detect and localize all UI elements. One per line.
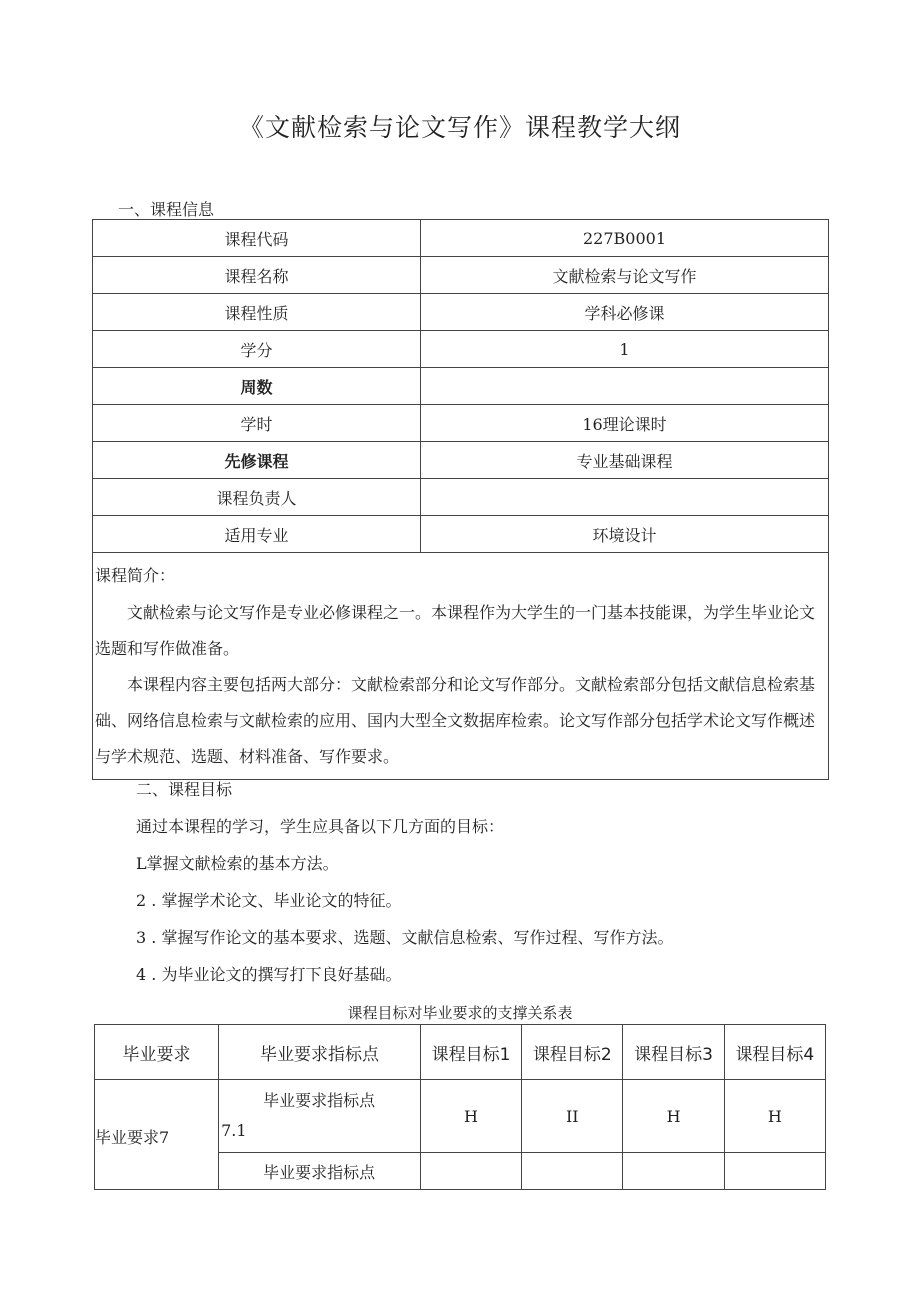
info-value: 文献检索与论文写作 xyxy=(421,257,829,294)
info-value: 16理论课时 xyxy=(421,405,829,442)
info-label: 课程负责人 xyxy=(93,479,421,516)
info-row-nature xyxy=(93,294,829,331)
info-row-credits xyxy=(93,331,829,368)
goal-cell xyxy=(623,1153,724,1190)
info-label: 先修课程 xyxy=(93,442,421,479)
intro-heading: 课程简介： xyxy=(95,566,176,585)
support-header-row xyxy=(95,1025,826,1080)
info-row-hours xyxy=(93,405,829,442)
goals-lead: 通过本课程的学习，学生应具备以下几方面的目标： xyxy=(136,817,505,836)
course-goals xyxy=(136,778,673,1000)
info-label: 适用专业 xyxy=(93,516,421,553)
info-value xyxy=(421,479,829,516)
info-label: 学分 xyxy=(93,331,421,368)
goal-cell xyxy=(724,1153,825,1190)
goal-item: L掌握文献检索的基本方法。 xyxy=(136,854,339,873)
table-caption: 课程目标对毕业要求的支撑关系表 xyxy=(347,1004,573,1022)
goal-cell xyxy=(420,1153,521,1190)
info-row-major xyxy=(93,516,829,553)
info-row-owner xyxy=(93,479,829,516)
course-intro xyxy=(93,553,829,780)
support-table xyxy=(94,1024,826,1190)
header-cell: 毕业要求 xyxy=(95,1025,219,1080)
goal-cell: H xyxy=(623,1080,724,1153)
info-value xyxy=(421,368,829,405)
info-value: 学科必修课 xyxy=(421,294,829,331)
goal-cell: H xyxy=(420,1080,521,1153)
info-value: 1 xyxy=(421,331,829,368)
goal-cell xyxy=(522,1153,623,1190)
point-cell: 毕业要求指标点 xyxy=(219,1153,421,1190)
section-heading-course-goals: 二、课程目标 xyxy=(136,780,233,799)
info-row-intro xyxy=(93,553,829,780)
header-cell: 毕业要求指标点 xyxy=(219,1025,421,1080)
info-value: 227B0001 xyxy=(421,220,829,257)
info-label: 课程性质 xyxy=(93,294,421,331)
course-info-table xyxy=(92,219,829,780)
goal-item: 3 . 掌握写作论文的基本要求、选题、文献信息检索、写作过程、写作方法。 xyxy=(136,928,674,947)
header-cell: 课程目标4 xyxy=(724,1025,825,1080)
info-label: 学时 xyxy=(93,405,421,442)
goal-item: 4 . 为毕业论文的撰写打下良好基础。 xyxy=(136,965,402,984)
header-cell: 课程目标3 xyxy=(623,1025,724,1080)
info-label: 课程名称 xyxy=(93,257,421,294)
info-label: 课程代码 xyxy=(93,220,421,257)
info-row-prereq xyxy=(93,442,829,479)
goal-cell: II xyxy=(522,1080,623,1153)
req-cell: 毕业要求7 xyxy=(95,1080,219,1190)
info-row-code xyxy=(93,220,829,257)
intro-paragraph-1: 文献检索与论文写作是专业必修课程之一。本课程作为大学生的一门基本技能课，为学生毕业论文选题和写作做准备。 xyxy=(95,603,816,658)
page-title: 《文献检索与论文写作》课程教学大纲 xyxy=(238,113,681,142)
info-value: 专业基础课程 xyxy=(421,442,829,479)
point-line-2: 7.1 xyxy=(221,1121,247,1140)
info-label: 周数 xyxy=(93,368,421,405)
header-cell: 课程目标1 xyxy=(420,1025,521,1080)
support-row-7-1 xyxy=(95,1080,826,1153)
goal-cell: H xyxy=(724,1080,825,1153)
intro-paragraph-2: 本课程内容主要包括两大部分：文献检索部分和论文写作部分。文献检索部分包括文献信息检索基础、网络信息检索与文献检索的应用、国内大型全文数据库检索。论文写作部分包括学术论文写作概述与学术规范、选题、材料准备、写作要求。 xyxy=(95,675,816,766)
section-heading-course-info: 一、课程信息 xyxy=(118,200,215,219)
info-row-name xyxy=(93,257,829,294)
info-value: 环境设计 xyxy=(421,516,829,553)
point-cell xyxy=(219,1080,421,1153)
info-row-weeks xyxy=(93,368,829,405)
goal-item: 2 . 掌握学术论文、毕业论文的特征。 xyxy=(136,891,402,910)
header-cell: 课程目标2 xyxy=(522,1025,623,1080)
point-line-1: 毕业要求指标点 xyxy=(263,1091,376,1110)
